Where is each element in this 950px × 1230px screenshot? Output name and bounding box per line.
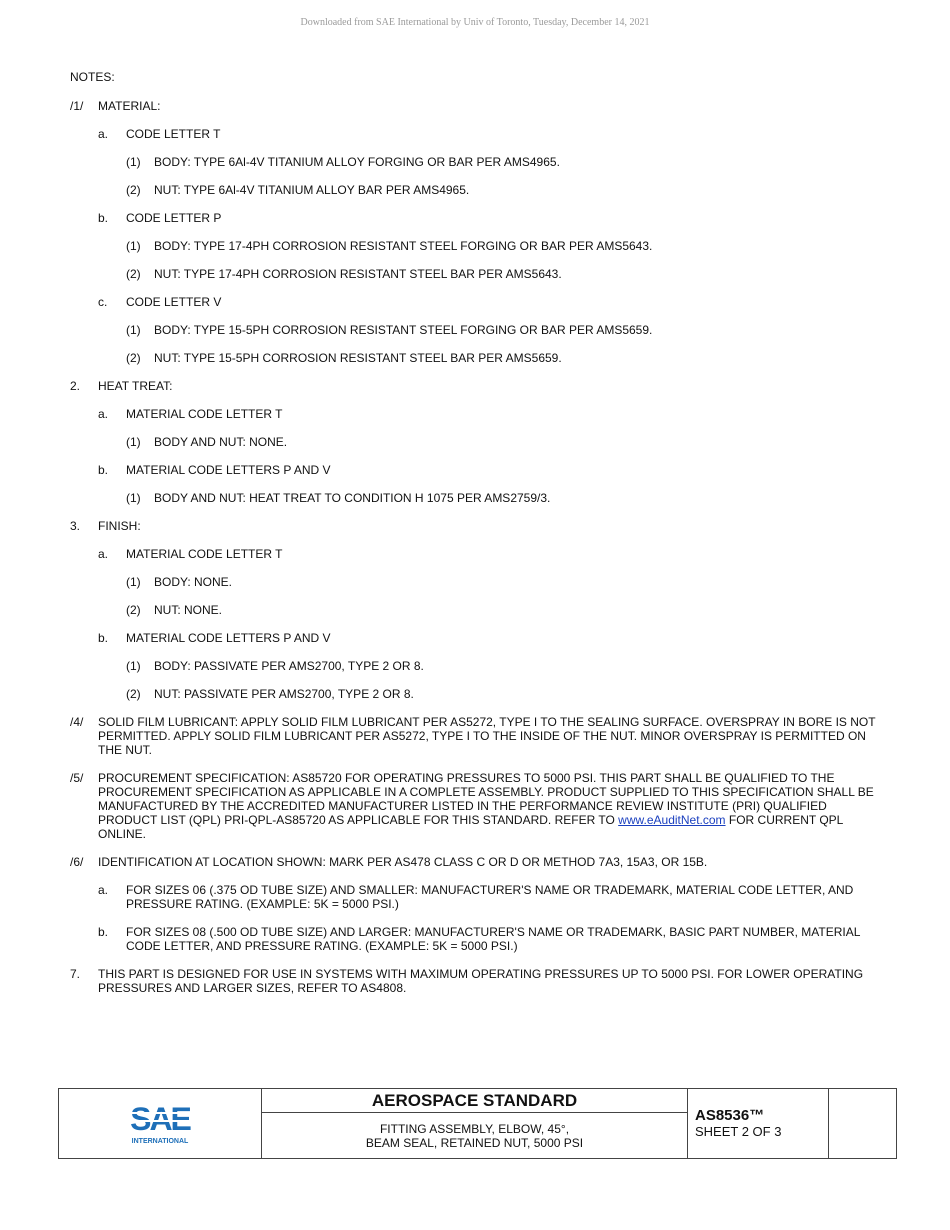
sub-item — [98, 463, 885, 477]
sub-number: a. — [98, 407, 109, 421]
note-number: /5/ — [70, 771, 84, 785]
sub-sub-number: (1) — [126, 155, 141, 169]
note-number: 2. — [70, 379, 81, 393]
note-text: THIS PART IS DESIGNED FOR USE IN SYSTEMS WITH MAXIMUM OPERATING PRESSURES UP TO 5000 PSI. FOR LOWER OPERATING PRESSURES AND LARGER SIZES, REFER TO AS4808. — [98, 967, 864, 995]
note-title: IDENTIFICATION AT LOCATION SHOWN: MARK PER AS478 CLASS C OR D OR METHOD 7A3, 15A3, OR 15B. — [98, 855, 708, 869]
note-title: FINISH: — [98, 519, 141, 533]
sub-number: b. — [98, 463, 109, 477]
description-line-2: BEAM SEAL, RETAINED NUT, 5000 PSI — [365, 1136, 584, 1150]
sub-sub-item — [126, 435, 885, 449]
sub-sub-text: NUT: PASSIVATE PER AMS2700, TYPE 2 OR 8. — [154, 687, 414, 701]
note-material — [70, 99, 885, 113]
note-number: 3. — [70, 519, 81, 533]
sub-number: a. — [98, 547, 109, 561]
sub-sub-text: NUT: TYPE 15-5PH CORROSION RESISTANT STEEL BAR PER AMS5659. — [154, 351, 562, 365]
sub-sub-number: (1) — [126, 323, 141, 337]
sub-sub-number: (1) — [126, 491, 141, 505]
note-heat-treat — [70, 379, 885, 393]
notes-section — [70, 70, 885, 1009]
sub-sub-item — [126, 239, 885, 253]
sub-sub-number: (2) — [126, 687, 141, 701]
sae-logo-cell — [59, 1089, 262, 1158]
note-procurement — [70, 771, 885, 841]
sub-item — [98, 631, 885, 645]
sub-sub-number: (2) — [126, 267, 141, 281]
sub-sub-text: BODY: NONE. — [154, 575, 233, 589]
sub-number: a. — [98, 127, 109, 141]
note-design — [70, 967, 885, 995]
sub-item — [98, 211, 885, 225]
sub-sub-item — [126, 351, 885, 365]
sub-item — [98, 547, 885, 561]
sub-sub-item — [126, 491, 885, 505]
sub-sub-item — [126, 575, 885, 589]
note-lubricant — [70, 715, 885, 757]
note-title: MATERIAL: — [98, 99, 161, 113]
document-id-cell — [688, 1089, 829, 1158]
sub-title: MATERIAL CODE LETTERS P AND V — [126, 463, 331, 477]
note-text: SOLID FILM LUBRICANT: APPLY SOLID FILM LUBRICANT PER AS5272, TYPE I TO THE SEALING SURFACE. OVERSPRAY IN BORE IS NOT PERMITTED. APPLY SOLID FILM LUBRICANT PER AS5272, TYPE I TO THE INSIDE OF THE NUT. MINOR OVERSPRAY IS PERMITTED ON THE NUT. — [98, 715, 876, 757]
sub-sub-text: BODY: TYPE 6Al-4V TITANIUM ALLOY FORGING OR BAR PER AMS4965. — [154, 155, 560, 169]
sub-text: FOR SIZES 08 (.500 OD TUBE SIZE) AND LARGER: MANUFACTURER'S NAME OR TRADEMARK, BASIC PART NUMBER, MATERIAL CODE LETTER, AND PRESSURE RATING. (EXAMPLE: 5K = 5000 PSI.) — [126, 925, 860, 953]
sub-sub-number: (2) — [126, 183, 141, 197]
note-number: 7. — [70, 967, 81, 981]
sub-sub-number: (1) — [126, 239, 141, 253]
sub-sub-number: (1) — [126, 435, 141, 449]
sub-sub-text: BODY AND NUT: NONE. — [154, 435, 288, 449]
note-number: /4/ — [70, 715, 84, 729]
note-number: /1/ — [70, 99, 84, 113]
document-number: AS8536™ — [695, 1107, 765, 1124]
sub-sub-number: (1) — [126, 659, 141, 673]
revision-cell — [829, 1089, 896, 1158]
sub-sub-text: NUT: NONE. — [154, 603, 223, 617]
sub-sub-text: BODY: PASSIVATE PER AMS2700, TYPE 2 OR 8. — [154, 659, 424, 673]
sub-sub-item — [126, 603, 885, 617]
sub-sub-item — [126, 659, 885, 673]
note-identification — [70, 855, 885, 869]
sub-sub-text: NUT: TYPE 6Al-4V TITANIUM ALLOY BAR PER AMS4965. — [154, 183, 470, 197]
download-watermark: Downloaded from SAE International by Univ of Toronto, Tuesday, December 14, 2021 — [300, 17, 650, 28]
part-description — [262, 1113, 687, 1158]
note-number: /6/ — [70, 855, 84, 869]
sub-sub-item — [126, 155, 885, 169]
sae-logo-subtitle: INTERNATIONAL — [131, 1137, 189, 1145]
sub-sub-number: (1) — [126, 575, 141, 589]
sae-logo — [120, 1100, 200, 1148]
sub-sub-text: BODY: TYPE 17-4PH CORROSION RESISTANT STEEL FORGING OR BAR PER AMS5643. — [154, 239, 653, 253]
sub-sub-text: BODY: TYPE 15-5PH CORROSION RESISTANT STEEL FORGING OR BAR PER AMS5659. — [154, 323, 653, 337]
note-text — [98, 771, 885, 841]
sub-item — [98, 295, 885, 309]
sub-sub-text: BODY AND NUT: HEAT TREAT TO CONDITION H 1075 PER AMS2759/3. — [154, 491, 551, 505]
standard-type: AEROSPACE STANDARD — [262, 1089, 687, 1113]
note-title: HEAT TREAT: — [98, 379, 173, 393]
sub-sub-item — [126, 687, 885, 701]
sub-sub-text: NUT: TYPE 17-4PH CORROSION RESISTANT STEEL BAR PER AMS5643. — [154, 267, 562, 281]
sub-text: FOR SIZES 06 (.375 OD TUBE SIZE) AND SMALLER: MANUFACTURER'S NAME OR TRADEMARK, MATERIAL CODE LETTER, AND PRESSURE RATING. (EXAMPLE: 5K = 5000 PSI.) — [126, 883, 854, 911]
sub-number: b. — [98, 925, 109, 939]
sub-title: MATERIAL CODE LETTER T — [126, 407, 283, 421]
sub-item — [98, 883, 885, 911]
procurement-text: PROCUREMENT SPECIFICATION: AS85720 FOR OPERATING PRESSURES TO 5000 PSI. THIS PART SHALL BE QUALIFIED TO THE PROCUREMENT SPECIFICATION AS APPLICABLE IN A COMPLETE ASSEMBLY. PRODUCT SUPPLIED TO THIS SPECIFICATION SHALL BE MANUFACTURED BY THE ACCREDITED MANUFACTURER LISTED IN THE PERFORMANCE REVIEW INSTITUTE (PRI) QUALIFIED PRODUCT LIST (QPL) PRI-QPL-AS85720 AS APPLICABLE FOR THIS STANDARD. REFER TO — [98, 771, 874, 827]
sub-number: b. — [98, 631, 109, 645]
eauditnet-link[interactable]: www.eAuditNet.com — [618, 813, 726, 827]
sae-logo-letters: SAE — [130, 1100, 190, 1137]
notes-title: NOTES: — [70, 70, 115, 84]
sub-title: CODE LETTER V — [126, 295, 222, 309]
sub-sub-item — [126, 183, 885, 197]
sub-number: c. — [98, 295, 108, 309]
sub-item — [98, 407, 885, 421]
sub-sub-item — [126, 323, 885, 337]
sub-sub-item — [126, 267, 885, 281]
note-finish — [70, 519, 885, 533]
sub-sub-number: (2) — [126, 603, 141, 617]
sub-sub-number: (2) — [126, 351, 141, 365]
title-block-middle — [262, 1089, 688, 1158]
sub-item — [98, 925, 885, 953]
procurement-text-after: FOR CURRENT QPL ONLINE. — [98, 813, 843, 841]
sub-number: b. — [98, 211, 109, 225]
sub-item — [98, 127, 885, 141]
title-block — [58, 1088, 897, 1159]
sub-number: a. — [98, 883, 109, 897]
sub-title: CODE LETTER P — [126, 211, 222, 225]
sub-title: MATERIAL CODE LETTER T — [126, 547, 283, 561]
sub-title: CODE LETTER T — [126, 127, 221, 141]
sub-title: MATERIAL CODE LETTERS P AND V — [126, 631, 331, 645]
sheet-number: SHEET 2 OF 3 — [695, 1124, 782, 1139]
description-line-1: FITTING ASSEMBLY, ELBOW, 45°, — [379, 1122, 570, 1136]
